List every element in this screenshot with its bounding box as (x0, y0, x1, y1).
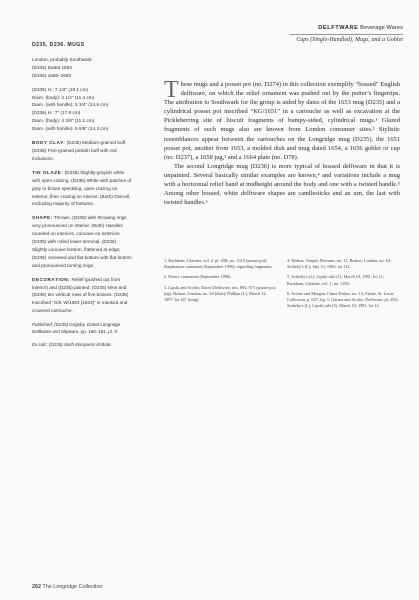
shape (32, 214, 132, 269)
shape-label: SHAPE: (32, 215, 53, 221)
footnote: 6. Archer and Morgan, China Dishes, no. 13; Fisher, St. Louis Collection, p. 627, fig. 1; Garner and Archer, Delftware, pl. 29A; Sotheby's (L), Lipski sale (3), March 10, 1981, lot 12. (287, 290, 399, 309)
drop-cap: T (164, 77, 179, 103)
dimension: (D236) H.: 7" (17.8 cm) (32, 110, 81, 116)
notes-column-left (164, 258, 277, 313)
dimension: Diam. (body): 4 3/8" (11.1 cm) (32, 118, 95, 124)
decoration-text: Relief (pushed out from interior) and (D235) painted. (D235) Nine and (D236) ten vertical rows of five bosses. (D235) Inscribed "G/K W/1653 [1653]" in masked and crowned cartouche. (32, 276, 129, 314)
entry-title: D235, D236. MUGS (32, 42, 85, 48)
category-subtitle: Cups (Single-Handled), Mugs, and a Goblet (296, 37, 403, 43)
footnote: 4. Walton, Temple Newsam, no. 11; Britton, London, no. 63; Sotheby's (L), July 12, 1983, lot 112. (287, 258, 392, 270)
page-footer (32, 584, 102, 590)
body-clay-label: BODY CLAY: (32, 140, 66, 146)
date-d235: (D235) Dated 1653 (32, 64, 72, 70)
footnote: 5. Sotheby's (L), Lipski sale (1), March 10, 1981, lot 11; Rackham, Glaisher, vol. 1, no. 1283. (287, 274, 384, 286)
dimension: Diam. (with handle): 5 3/4" (14.6 cm) (32, 102, 109, 108)
tin-glaze-label: TIN GLAZE: (32, 169, 64, 175)
notes-column-right (287, 258, 400, 313)
origin-block (32, 56, 132, 80)
catalog-entry-details (32, 42, 132, 348)
tin-glaze-text: (D235) Slightly-grayish white with open crazing. (D236) White with patches of gray to brown speckling, open crazing on exterior, finer crazing on interior. (Both) Overall, excluding majority of bottoms. (32, 169, 132, 207)
tin-glaze (32, 169, 132, 209)
paragraph-2: The second Longridge mug (D236) is more typical of bossed delftware in that it is unpainted. Several basically similar examples are known,⁴ and variations include a mug with a horizontal relief band at midheight around the body and one with a twisted handle.⁵ Among other bossed, white delftware shapes are candlesticks and an urn, the last with twisted handles.⁶ (164, 162, 400, 207)
header-rule (290, 34, 403, 35)
dimension: Diam. (body): 4 1/2" (11.4 cm) (32, 94, 95, 100)
dimension: Diam. (with handle): 5 5/8" (14.3 cm) (32, 126, 109, 132)
paragraph-1 (164, 77, 400, 162)
shape-text: Thrown. (D236) with throwing rings very pronounced on interior. (Both) Handles rounded on interiors, concave on exteriors. (D235) with rolled lower terminal. (D236) Slightly concave bottom, flattened at edge; (D236) recessed and flat bottom with flat footrim and pronounced turning rings. (32, 215, 132, 268)
footnote: 2. Pearce comments (September 1996). (164, 274, 232, 280)
footnote: 3. Lipski and Archer, Dated Delftware, nos. 892, 971 (posset pot, jug); Britton, London, no. 64 (dish); Phillips (L), March 12, 1997, lot 247 (mug). (164, 284, 276, 303)
section-subtitle: Beverage Wares (360, 25, 403, 31)
section-title: DELFTWARE (318, 25, 359, 31)
decoration (32, 276, 132, 316)
page-number: 262 (32, 584, 41, 590)
body-clay-text: (D235) Medium-grained buff. (D236) Fine-grained pinkish buff with red inclusions. (32, 140, 127, 161)
dimensions-block (32, 86, 132, 133)
footnote: 1. Rackham, Glaisher, vol. 2, pl. 65B, no. 1319 (posset pot); Stephenson comments (September 1996), regarding fragments. (164, 258, 273, 270)
paragraph-1-text: hese mugs and a posset pot (no. D274) in this collection exemplify “bossed” English delftware, on which the relief ornament was pushed out by the potter’s fingertips. The attribution to Southwark for the group is aided by dates of the 1653 mug (D235) and a cylindrical posset pot inscribed “KG/1651” in a cartouche as well as excavation at the Pickleherring site of biscuit fragments of bumpy-sided, cylindrical mugs.¹ Glazed fragments of such mugs also are known from London consumer sites.² Stylistic resemblances appear between the cartouches on the Longridge mug (D235), the 1651 posset pot, another from 1653, a molded dish and mug dated 1654, a 1656 goblet or cup (no. D237), a 1658 jug,³ and a 1664 plate (no. D78). (164, 81, 400, 161)
footnotes (164, 258, 400, 313)
published: Published: (D235) Grigsby, Dated Longridge Delftware and Slipware, pp. 180–181, pl. 9. (32, 322, 121, 335)
origin: London, probably Southwark (32, 56, 92, 62)
body-clay (32, 139, 132, 163)
book-title: The Longridge Collection (42, 584, 103, 590)
main-text (164, 77, 400, 207)
date-d236: (D236) 1650–1660 (32, 72, 72, 78)
decoration-label: DECORATION: (32, 276, 71, 282)
ex-collection: Ex coll.: (D235) Sixth Marquess of Bute. (32, 342, 112, 348)
dimension: (D235) H.: 7 1/2" (19.1 cm) (32, 86, 89, 92)
